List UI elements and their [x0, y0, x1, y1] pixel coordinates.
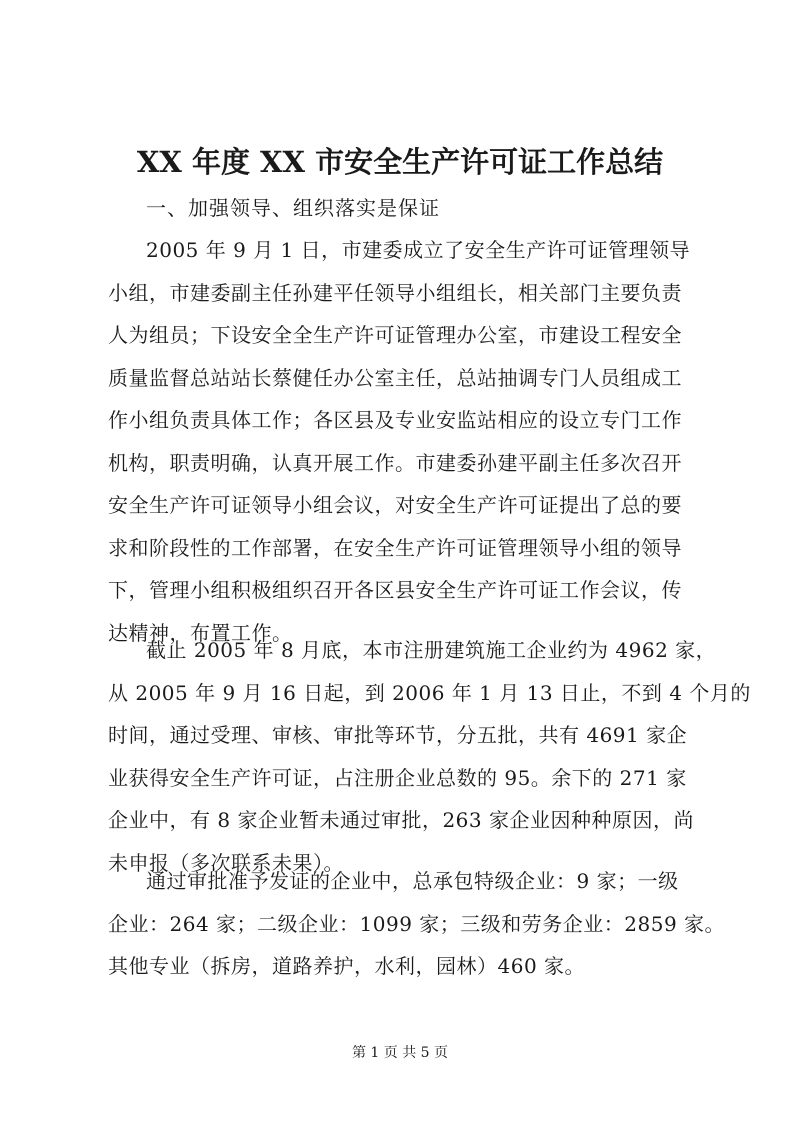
paragraph-line: 作小组负责具体工作；各区县及专业安监站相应的设立专门工作 — [108, 408, 682, 432]
paragraph-line: 业获得安全生产许可证，占注册企业总数的 95。余下的 271 家 — [108, 765, 687, 790]
paragraph-line: 企业：264 家；二级企业：1099 家；三级和劳务企业：2859 家。 — [108, 911, 726, 936]
paragraph-line: 截止 2005 年 8 月底，本市注册建筑施工企业约为 4962 家， — [146, 638, 717, 662]
page-footer: 第 1 页 共 5 页 — [351, 1045, 449, 1061]
paragraph-line: 2005 年 9 月 1 日，市建委成立了安全生产许可证管理领导 — [146, 238, 691, 262]
section-heading: 一、加强领导、组织落实是保证 — [146, 196, 440, 220]
paragraph-line: 达精神，布置工作。 — [108, 620, 293, 645]
paragraph-line: 小组，市建委副主任孙建平任领导小组组长，相关部门主要负责 — [108, 280, 682, 305]
paragraph-3 — [108, 860, 726, 988]
paragraph-line: 求和阶段性的工作部署，在安全生产许可证管理领导小组的领导 — [108, 535, 682, 560]
paragraph-2 — [108, 629, 751, 884]
paragraph-line: 人为组员；下设安全全生产许可证管理办公室，市建设工程安全 — [108, 323, 682, 347]
paragraph-line: 下，管理小组积极组织召开各区县安全生产许可证工作会议，传 — [108, 578, 682, 602]
paragraph-line: 其他专业（拆房，道路养护，水利，园林）460 家。 — [108, 954, 586, 978]
paragraph-line: 企业中，有 8 家企业暂未通过审批，263 家企业因种种原因，尚 — [108, 808, 694, 832]
paragraph-line: 通过审批准予发证的企业中，总承包特级企业：9 家；一级 — [146, 869, 679, 893]
paragraph-line: 安全生产许可证领导小组会议，对安全生产许可证提出了总的要 — [108, 493, 682, 517]
paragraph-line: 时间，通过受理、审核、审批等环节，分五批，共有 4691 家企 — [108, 723, 688, 747]
paragraph-line: 未申报（多次联系未果）。 — [108, 850, 344, 875]
paragraph-line: 从 2005 年 9 月 16 日起，到 2006 年 1 月 13 日止，不到 4 个月的 — [108, 680, 751, 705]
document-title: XX 年度 XX 市安全生产许可证工作总结 — [136, 145, 664, 179]
paragraph-1 — [108, 229, 708, 654]
paragraph-line: 机构，职责明确，认真开展工作。市建委孙建平副主任多次召开 — [108, 450, 682, 475]
paragraph-line: 质量监督总站站长蔡健任办公室主任，总站抽调专门人员组成工 — [108, 365, 682, 390]
